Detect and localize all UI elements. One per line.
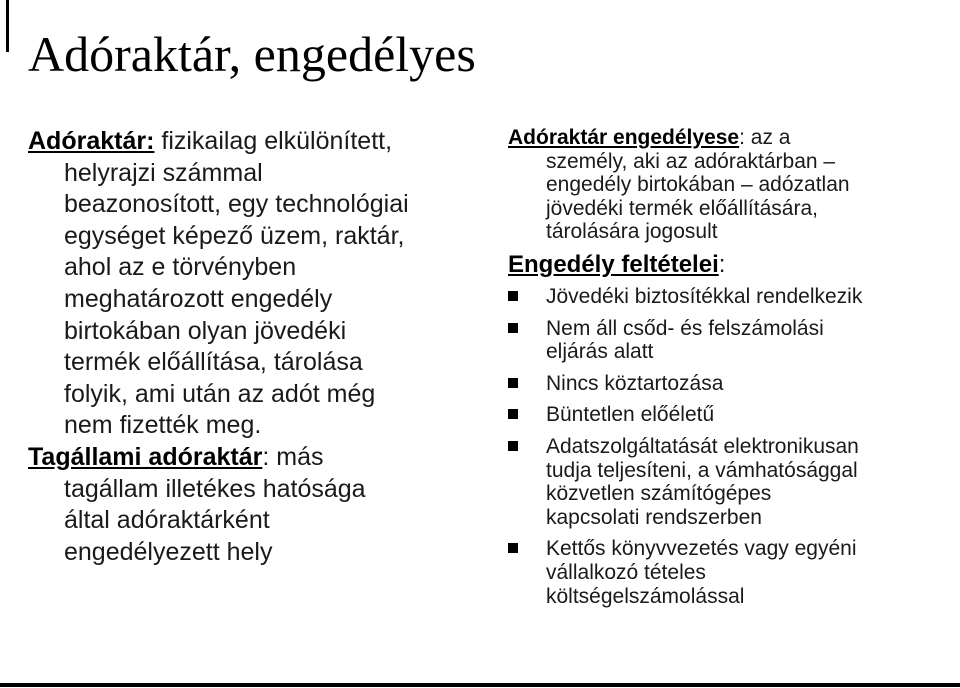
square-bullet-icon bbox=[508, 441, 518, 451]
list-item-line: Nincs köztartozása bbox=[546, 371, 724, 395]
term-adoraktar-engedelyese: Adóraktár engedélyese bbox=[508, 126, 740, 149]
definition-engedelyes bbox=[508, 126, 953, 244]
square-bullet-icon bbox=[508, 409, 518, 419]
definition-text: : más bbox=[262, 442, 324, 471]
definition-line: meghatározott engedély bbox=[64, 284, 333, 313]
left-column bbox=[28, 126, 483, 568]
conditions-colon: : bbox=[718, 250, 726, 278]
definition-first-line bbox=[508, 126, 953, 150]
term-tagallami-adoraktar: Tagállami adóraktár bbox=[28, 442, 263, 471]
definition-line: beazonosított, egy technológiai bbox=[64, 190, 409, 219]
definition-line: jövedéki termék előállítására, bbox=[546, 196, 818, 220]
term-adoraktar: Adóraktár: bbox=[28, 127, 155, 155]
definition-line: engedély birtokában – adózatlan bbox=[546, 173, 850, 197]
slide-title: Adóraktár, engedélyes bbox=[28, 26, 476, 82]
definition-line: folyik, ami után az adót még bbox=[64, 379, 376, 408]
definition-line: helyrajzi számmal bbox=[64, 158, 263, 187]
list-item-line: költségelszámolással bbox=[546, 584, 745, 608]
square-bullet-icon bbox=[508, 291, 518, 301]
list-item bbox=[508, 403, 953, 427]
list-item bbox=[508, 285, 953, 309]
definition-tagallami-adoraktar bbox=[28, 442, 483, 568]
square-bullet-icon bbox=[508, 323, 518, 333]
definition-line: tagállam illetékes hatósága bbox=[64, 474, 366, 503]
bottom-rule bbox=[0, 683, 960, 687]
list-item bbox=[508, 435, 953, 529]
top-left-rule bbox=[6, 0, 9, 52]
list-item-line: Nem áll csőd- és felszámolási bbox=[546, 316, 824, 340]
definition-first-line bbox=[28, 442, 483, 474]
term-engedely-feltetelei: Engedély feltételei bbox=[508, 250, 719, 278]
definition-line: nem fizették meg. bbox=[64, 411, 262, 440]
definition-line: birtokában olyan jövedéki bbox=[64, 316, 347, 345]
definition-line: személy, aki az adóraktárban – bbox=[546, 149, 836, 173]
conditions-list bbox=[508, 285, 953, 608]
list-item bbox=[508, 372, 953, 396]
square-bullet-icon bbox=[508, 543, 518, 553]
list-item-line: kapcsolati rendszerben bbox=[546, 505, 762, 529]
definition-line: tárolására jogosult bbox=[546, 220, 718, 244]
definition-text: : az a bbox=[739, 126, 791, 149]
definition-adoraktar bbox=[28, 126, 483, 442]
list-item-line: közvetlen számítógépes bbox=[546, 482, 772, 506]
definition-line: engedélyezett hely bbox=[64, 537, 273, 566]
list-item-line: tudja teljesíteni, a vámhatósággal bbox=[546, 458, 858, 482]
list-item-line: Adatszolgáltatását elektronikusan bbox=[546, 434, 859, 458]
conditions-heading bbox=[508, 250, 953, 279]
right-column bbox=[508, 126, 953, 616]
list-item bbox=[508, 317, 953, 364]
list-item-line: Büntetlen előéletű bbox=[546, 403, 715, 427]
definition-line: ahol az e törvényben bbox=[64, 253, 297, 282]
definition-first-line bbox=[28, 126, 483, 158]
definition-line: által adóraktárként bbox=[64, 506, 270, 535]
square-bullet-icon bbox=[508, 378, 518, 388]
definition-line: egységet képező üzem, raktár, bbox=[64, 221, 405, 250]
list-item-line: Kettős könyvvezetés vagy egyéni bbox=[546, 537, 857, 561]
list-item-line: eljárás alatt bbox=[546, 340, 654, 364]
definition-line: termék előállítása, tárolása bbox=[64, 348, 363, 377]
list-item-line: vállalkozó tételes bbox=[546, 560, 706, 584]
list-item-line: Jövedéki biztosítékkal rendelkezik bbox=[546, 284, 863, 308]
list-item bbox=[508, 537, 953, 608]
definition-text: fizikailag elkülönített, bbox=[154, 127, 393, 155]
